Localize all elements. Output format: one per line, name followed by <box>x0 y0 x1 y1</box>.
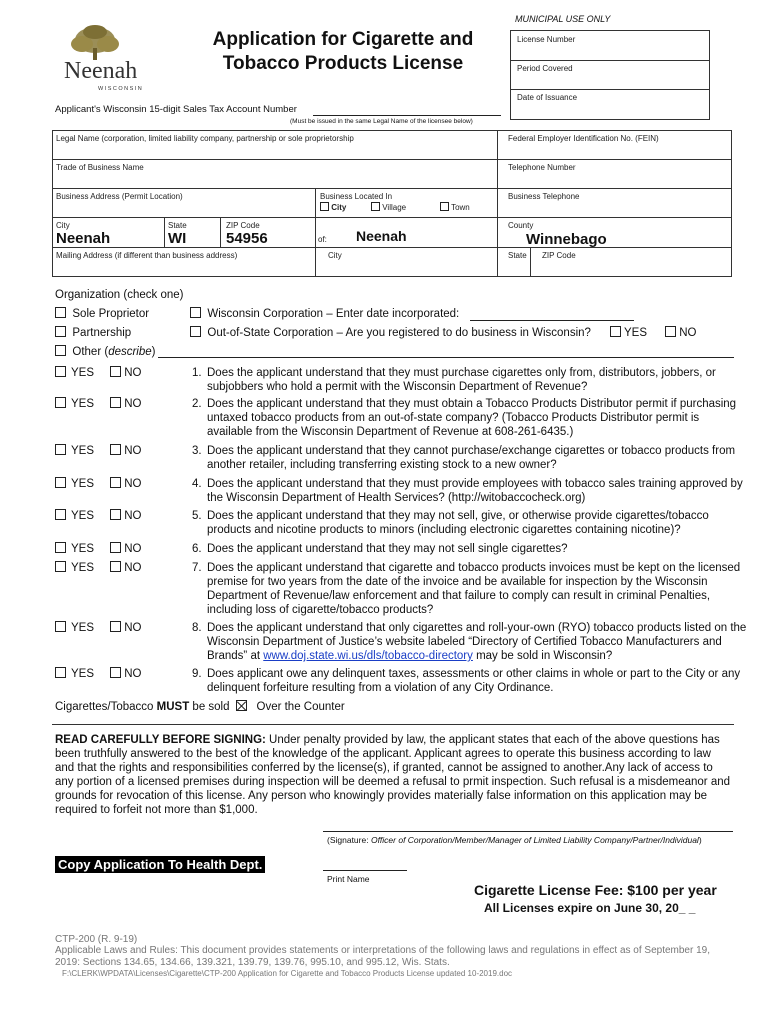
incorporated-date-input[interactable] <box>470 320 634 321</box>
section-divider <box>52 724 734 725</box>
q4-number: 4. <box>192 478 202 490</box>
logo-state-name: WISCONSIN <box>98 86 144 92</box>
oos-corp-checkbox[interactable] <box>190 326 201 337</box>
q3-no-checkbox[interactable] <box>110 444 121 455</box>
signature-line[interactable] <box>323 831 733 832</box>
copy-to-health-dept-banner: Copy Application To Health Dept. <box>55 856 265 873</box>
q5-yes-option[interactable]: YES <box>55 509 94 523</box>
q7-text: Does the applicant understand that cigarette and tobacco products invoices must be kept on the licensed premise for two years from the date of the invoice and be available for inspection by the Wisconsin Department of Revenue/law enforcement and that failure to comply can result in criminal Penalties, including loss of cigarette/tobacco products? <box>207 562 741 616</box>
mailing-zip-field[interactable]: ZIP Code <box>542 251 576 260</box>
q6-yes-checkbox[interactable] <box>55 542 66 553</box>
q6-no-checkbox[interactable] <box>110 542 121 553</box>
sole-checkbox[interactable] <box>55 307 66 318</box>
period-covered-field[interactable]: Period Covered <box>517 64 573 73</box>
telephone-field[interactable]: Telephone Number <box>508 163 576 172</box>
org-wi-corp-option[interactable]: Wisconsin Corporation – Enter date incorporated: <box>190 307 459 321</box>
q9-text: Does applicant owe any delinquent taxes, assessments or other claims in whole or part to the City or any delinquent forfeiture resulting from a violation of any City Ordinance. <box>207 668 741 694</box>
city-logo <box>58 22 148 96</box>
organization-heading: Organization (check one) <box>55 289 184 301</box>
q2-yes-checkbox[interactable] <box>55 397 66 408</box>
wi-corp-checkbox[interactable] <box>190 307 201 318</box>
city-label: City <box>56 221 70 230</box>
zip-label: ZIP Code <box>226 221 260 230</box>
q4-no-checkbox[interactable] <box>110 477 121 488</box>
tax-account-input[interactable] <box>313 115 501 116</box>
q9-yes-checkbox[interactable] <box>55 667 66 678</box>
of-value[interactable]: Neenah <box>356 228 407 244</box>
business-address-field[interactable]: Business Address (Permit Location) <box>56 192 183 201</box>
oos-no-option[interactable]: NO <box>665 326 696 340</box>
fein-field[interactable]: Federal Employer Identification No. (FEIN) <box>508 134 659 143</box>
q9-number: 9. <box>192 668 202 680</box>
form-id: CTP-200 (R. 9-19) <box>55 934 138 945</box>
license-number-field[interactable]: License Number <box>517 35 576 44</box>
state-label: State <box>168 221 187 230</box>
applicable-laws: Applicable Laws and Rules: This document provides statements or interpretations of the following laws and regulations in effect as of September 19, 2019: Sections 134.65, 134.66, 139.321, 139.79, 139.76, 995.10, and 995.12, Wis. Stats. <box>55 945 710 968</box>
q9-no-checkbox[interactable] <box>110 667 121 678</box>
title-line-2: Tobacco Products License <box>222 53 464 74</box>
tax-account-label: Applicant's Wisconsin 15-digit Sales Tax Account Number <box>55 104 297 115</box>
q3-yes-checkbox[interactable] <box>55 444 66 455</box>
mailing-city-field[interactable]: City <box>328 251 342 260</box>
zip-value[interactable]: 54956 <box>226 230 268 247</box>
county-value[interactable]: Winnebago <box>526 231 607 248</box>
located-town-option[interactable]: Town <box>440 202 470 212</box>
q1-no-checkbox[interactable] <box>110 366 121 377</box>
partnership-checkbox[interactable] <box>55 326 66 337</box>
q4-yes-option[interactable]: YES <box>55 477 94 491</box>
q2-yes-option[interactable]: YES <box>55 397 94 411</box>
q7-no-option[interactable]: NO <box>110 561 141 575</box>
q8-yes-checkbox[interactable] <box>55 621 66 632</box>
oos-no-checkbox[interactable] <box>665 326 676 337</box>
org-partnership-option[interactable]: Partnership <box>55 326 131 340</box>
signing-notice: READ CAREFULLY BEFORE SIGNING: Under penalty provided by law, the applicant states that each of the above questions has been truthfully answered to the best of the knowledge of the applicant. Applicant agrees to operate this business according to law and that the rights and responsibilities conferred by the license(s), if granted, cannot be assigned to another.Any lack of access to any portion of a licensed premises during inspection will be deemed a refusal to prmit inspection. Such refusal is a misdemeanor and grounds for revocation of this license. Any person who knowingly provides materially false information on this application may be required to forfeit not more than $1,000. <box>55 734 731 816</box>
q6-text: Does the applicant understand that they may not sell single cigarettes? <box>207 543 568 555</box>
logo-city-name: Neenah <box>64 58 138 84</box>
license-fee: Cigarette License Fee: $100 per year <box>474 882 717 898</box>
q8-no-checkbox[interactable] <box>110 621 121 632</box>
q1-number: 1. <box>192 367 202 379</box>
town-checkbox[interactable] <box>440 202 449 211</box>
q9-yes-option[interactable]: YES <box>55 667 94 681</box>
q5-yes-checkbox[interactable] <box>55 509 66 520</box>
q8-number: 8. <box>192 622 202 634</box>
q3-yes-option[interactable]: YES <box>55 444 94 458</box>
org-other-option[interactable]: Other (describe) <box>55 345 156 359</box>
q1-yes-option[interactable]: YES <box>55 366 94 380</box>
other-describe-input[interactable] <box>158 357 734 358</box>
q3-number: 3. <box>192 445 202 457</box>
q6-yes-option[interactable]: YES <box>55 542 94 556</box>
oos-yes-option[interactable]: YES <box>610 326 647 340</box>
q2-no-option[interactable]: NO <box>110 397 141 411</box>
q3-text: Does the applicant understand that they cannot purchase/exchange cigarettes or tobacco products from another retailer, including transferring existing stock to a new owner? <box>207 445 736 471</box>
located-city-option[interactable]: City <box>320 202 346 212</box>
q8-no-option[interactable]: NO <box>110 621 141 635</box>
mailing-address-field[interactable]: Mailing Address (if different than business address) <box>56 251 238 260</box>
q5-no-option[interactable]: NO <box>110 509 141 523</box>
of-label: of: <box>318 235 327 244</box>
print-name-label: Print Name <box>327 874 370 884</box>
mailing-state-field[interactable]: State <box>508 251 527 260</box>
municipal-use-label: MUNICIPAL USE ONLY <box>515 14 611 24</box>
q5-text: Does the applicant understand that they may not sell, give, or otherwise provide cigarettes/tobacco products and nicotine products to minors (including electronic cigarettes containing nicotine)? <box>207 510 709 536</box>
legal-name-note: (Must be issued in the same Legal Name of the licensee below) <box>290 118 473 125</box>
license-expiry: All Licenses expire on June 30, 20_ _ <box>484 901 696 915</box>
village-checkbox[interactable] <box>371 202 380 211</box>
oos-yes-checkbox[interactable] <box>610 326 621 337</box>
date-issuance-field[interactable]: Date of Issuance <box>517 93 578 102</box>
trade-name-field[interactable]: Trade of Business Name <box>56 163 144 172</box>
q4-yes-checkbox[interactable] <box>55 477 66 488</box>
q7-no-checkbox[interactable] <box>110 561 121 572</box>
q2-no-checkbox[interactable] <box>110 397 121 408</box>
over-counter-checkbox[interactable] <box>236 700 247 711</box>
state-value[interactable]: WI <box>168 230 187 247</box>
q8-yes-option[interactable]: YES <box>55 621 94 635</box>
org-sole-option[interactable]: Sole Proprietor <box>55 307 149 321</box>
business-tel-field[interactable]: Business Telephone <box>508 192 580 201</box>
q3-no-option[interactable]: NO <box>110 444 141 458</box>
signature-caption: (Signature: Officer of Corporation/Member/Manager of Limited Liability Company/Partner/Individual) <box>327 835 702 845</box>
q8-text: Does the applicant understand that only cigarettes and roll-your-own (RYO) tobacco products listed on the Wisconsin Department of Justice’s website labeled “Directory of Certified Tobacco Manufacturers and Brands” at www.doj.state.wi.us/dls/tobacco-directory may be sold in Wisconsin? <box>207 622 747 662</box>
print-name-line[interactable] <box>323 870 407 871</box>
org-oos-corp-option[interactable]: Out-of-State Corporation – Are you registered to do business in Wisconsin? <box>190 326 591 340</box>
over-counter-label: Over the Counter <box>256 701 345 713</box>
q5-no-checkbox[interactable] <box>110 509 121 520</box>
county-label: County <box>508 221 534 230</box>
other-checkbox[interactable] <box>55 345 66 356</box>
q4-no-option[interactable]: NO <box>110 477 141 491</box>
page-title <box>198 28 488 76</box>
file-path: F:\CLERK\WPDATA\Licenses\Cigarette\CTP-200 Application for Cigarette and Tobacco Products License updated 10-2019.doc <box>62 969 513 978</box>
q9-no-option[interactable]: NO <box>110 667 141 681</box>
q7-yes-checkbox[interactable] <box>55 561 66 572</box>
q4-text: Does the applicant understand that they must provide employees with tobacco sales training approved by the Wisconsin Department of Health Services? (http://witobaccocheck.org) <box>207 478 743 504</box>
city-value[interactable]: Neenah <box>56 230 111 247</box>
q7-number: 7. <box>192 562 202 574</box>
city-checkbox[interactable] <box>320 202 329 211</box>
sold-statement: Cigarettes/Tobacco MUST be sold Over the Counter <box>55 701 345 713</box>
legal-name-field[interactable]: Legal Name (corporation, limited liability company, partnership or sole proprietorship <box>56 134 354 143</box>
q1-text: Does the applicant understand that they must purchase cigarettes only from, distributors, jobbers, or subjobbers who hold a permit with the Wisconsin Department of Revenue? <box>207 367 716 393</box>
q1-no-option[interactable]: NO <box>110 366 141 380</box>
located-village-option[interactable]: Village <box>371 202 406 212</box>
q2-text: Does the applicant understand that they must obtain a Tobacco Products Distributor permit if purchasing untaxed tobacco products from an out-of-state company? (Tobacco Products Distributor permit is available from the Wisconsin Department of Revenue at 608-261-6435.) <box>207 398 737 438</box>
q7-yes-option[interactable]: YES <box>55 561 94 575</box>
q5-number: 5. <box>192 510 202 522</box>
q6-no-option[interactable]: NO <box>110 542 141 556</box>
tobacco-directory-link[interactable]: www.doj.state.wi.us/dls/tobacco-directory <box>263 650 473 662</box>
q2-number: 2. <box>192 398 202 410</box>
title-line-1: Application for Cigarette and <box>212 29 474 50</box>
q1-yes-checkbox[interactable] <box>55 366 66 377</box>
located-in-label: Business Located In <box>320 192 393 201</box>
q6-number: 6. <box>192 543 202 555</box>
